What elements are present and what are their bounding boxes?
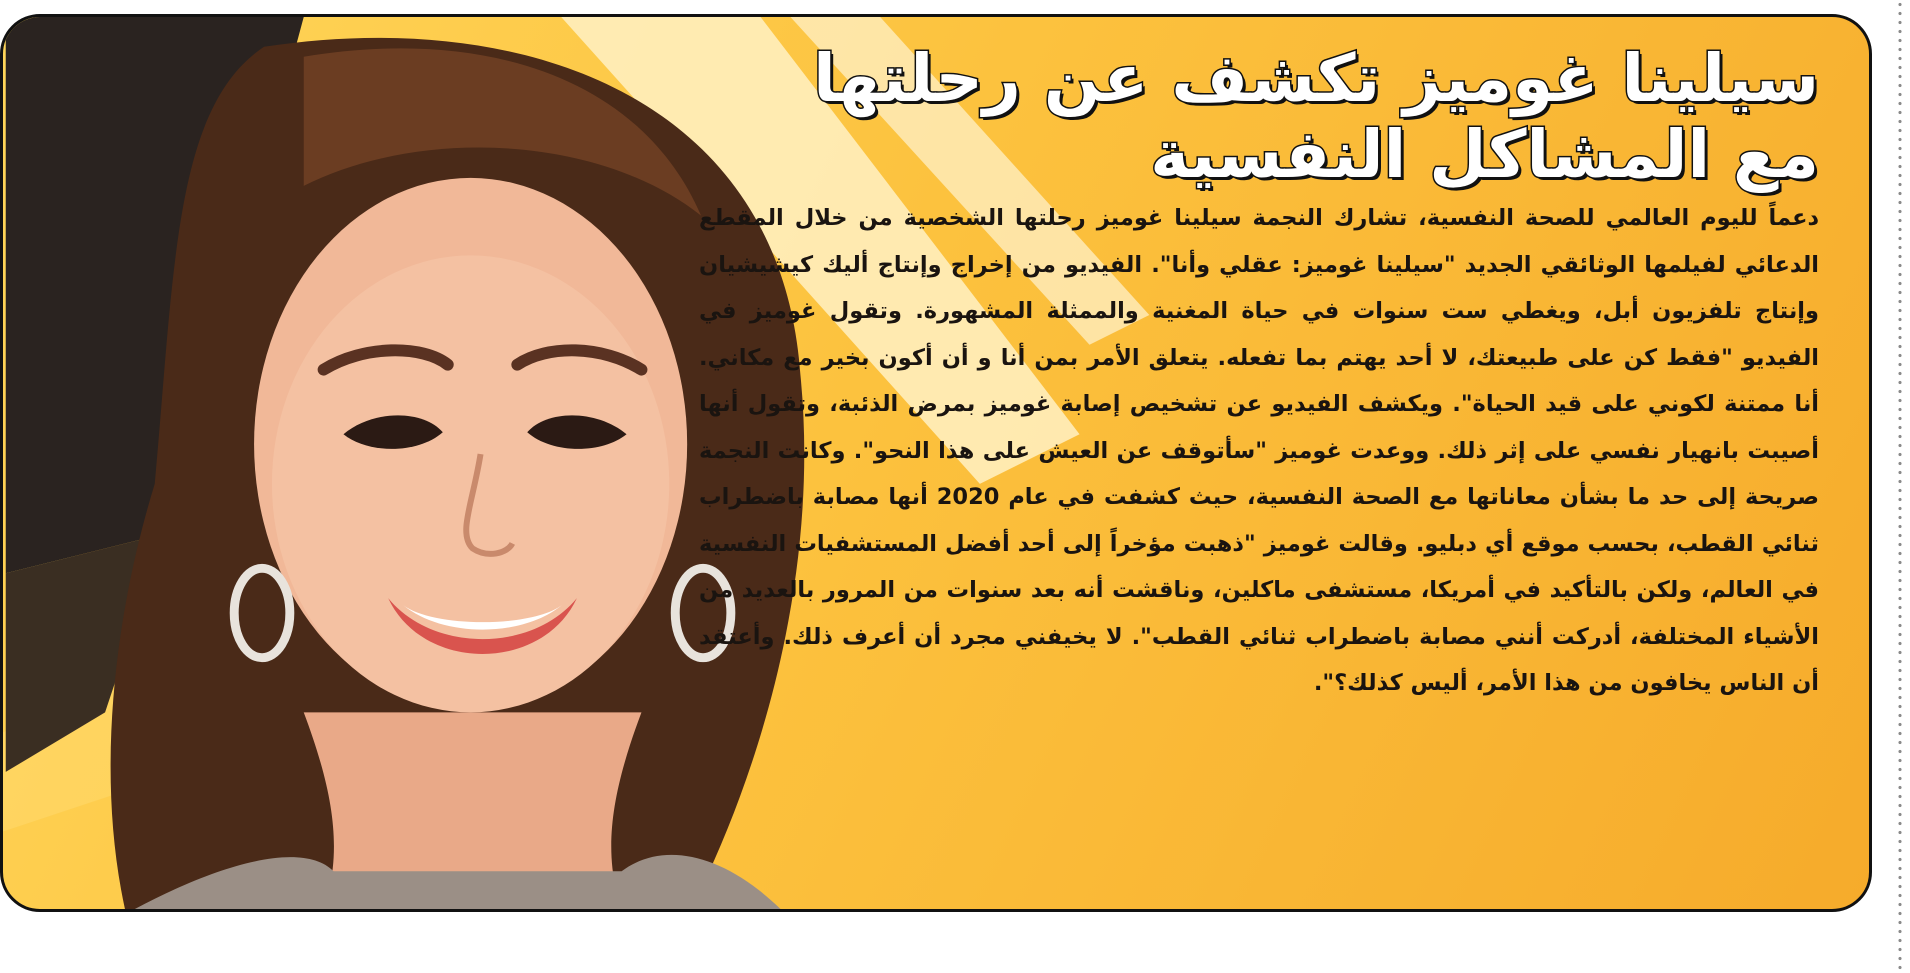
article-card: [0, 14, 1872, 912]
page-edge-dots: [1897, 0, 1903, 973]
article-body: دعماً لليوم العالمي للصحة النفسية، تشارك النجمة سيلينا غوميز رحلتها الشخصية من خلال المقطع الدعائي لفيلمها الوثائقي الجديد "سيلينا غوميز: عقلي وأنا". الفيديو من إخراج وإنتاج أليك كيشيشيان وإنتاج تلفزيون أبل، ويغطي ست سنوات في حياة المغنية والممثلة المشهورة. وتقول غوميز في الفيديو "فقط كن على طبيعتك، لا أحد يهتم بما تفعله. يتعلق الأمر بمن أنا و أن أكون بخير مع مكاني. أنا ممتنة لكوني على قيد الحياة". ويكشف الفيديو عن تشخيص إصابة غوميز بمرض الذئبة، وتقول أنها أصيبت بانهيار نفسي على إثر ذلك. ووعدت غوميز "سأتوقف عن العيش على هذا النحو". وكانت النجمة صريحة إلى حد ما بشأن معاناتها مع الصحة النفسية، حيث كشفت في عام 2020 أنها مصابة باضطراب ثنائي القطب، بحسب موقع أي دبليو. وقالت غوميز "ذهبت مؤخراً إلى أحد أفضل المستشفيات النفسية في العالم، ولكن بالتأكيد في أمريكا، مستشفى ماكلين، وناقشت أنه بعد سنوات من المرور بالعديد من الأشياء المختلفة، أدركت أنني مصابة باضطراب ثنائي القطب". لا يخيفني مجرد أن أعرف ذلك. وأعتقد أن الناس يخافون من هذا الأمر، أليس كذلك؟".: [699, 205, 1819, 696]
article-headline: سيلينا غوميز تكشف عن رحلتها مع المشاكل النفسية: [813, 40, 1819, 193]
